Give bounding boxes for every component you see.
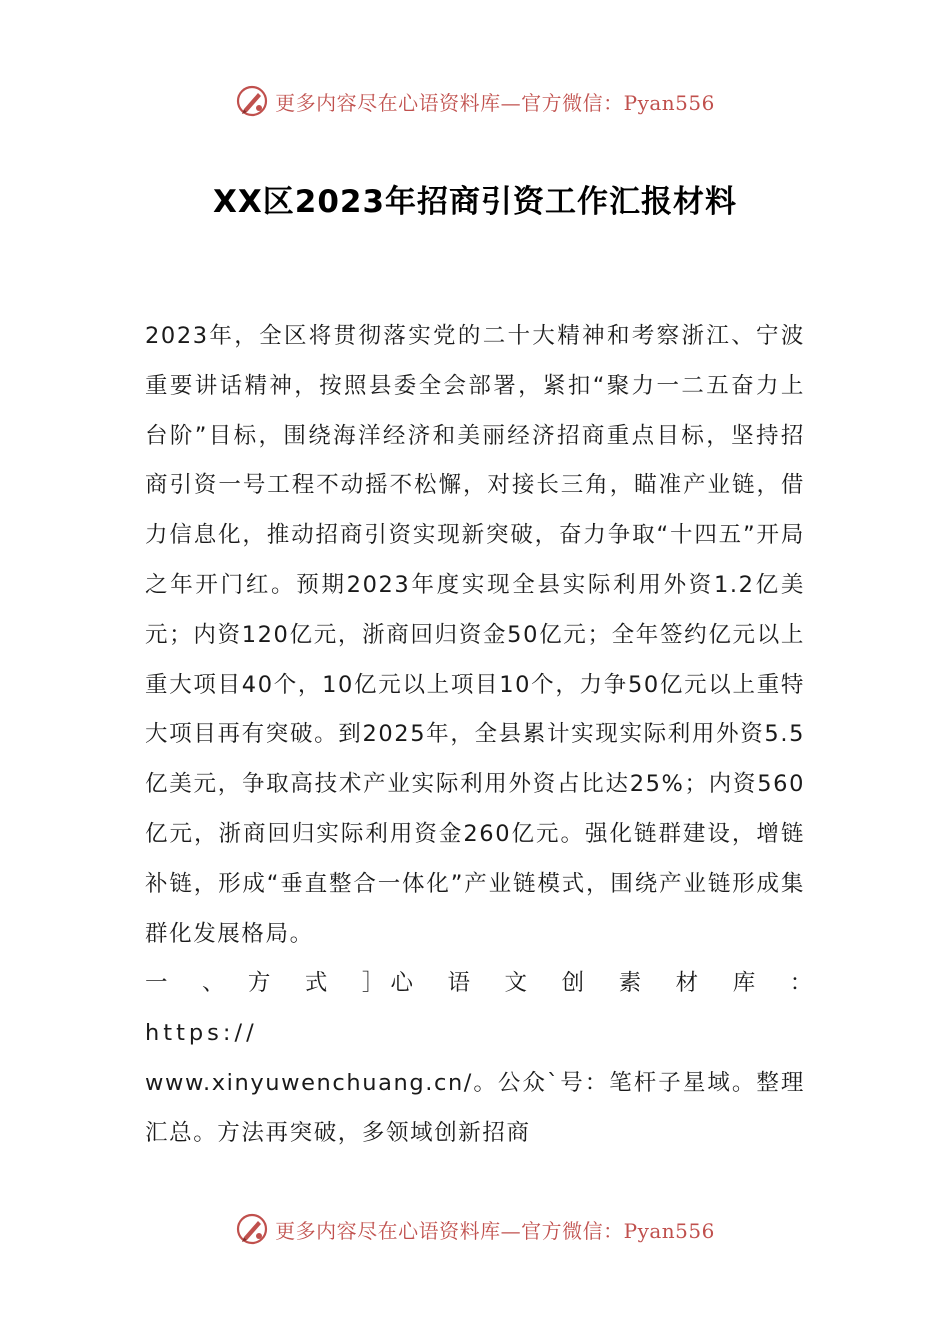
paragraph-intro: 2023年，全区将贯彻落实党的二十大精神和考察浙江、宁波重要讲话精神，按照县委全会部署，紧扣“聚力一二五奋力上台阶”目标，围绕海洋经济和美丽经济招商重点目标，坚持招商引资一号工程不动摇不松懈，对接长三角，瞄准产业链，借力信息化，推动招商引资实现新突破，奋力争取“十四五”开局之年开门红。预期2023年度实现全县实际利用外资1.2亿美元；内资120亿元，浙商回归资金50亿元；全年签约亿元以上重大项目40个，10亿元以上项目10个，力争50亿元以上重特大项目再有突破。到2025年，全县累计实现实际利用外资5.5亿美元，争取高技术产业实际利用外资占比达25%；内资560亿元，浙商回归实际利用资金260亿元。强化链群建设，增链补链，形成“垂直整合一体化”产业链模式，围绕产业链形成集群化发展格局。 [145, 323, 805, 947]
pen-seal-icon [235, 84, 269, 118]
paragraph-method-line1: 一 、 方 式 ］心 语 文 创 素 材 库 ： https:// [145, 970, 832, 1047]
footer-banner-text: 更多内容尽在心语资料库—官方微信：Pyan556 [275, 1218, 715, 1243]
pen-seal-icon [235, 1212, 269, 1246]
document-body [145, 312, 832, 1159]
document-title: XX区2023年招商引资工作汇报材料 [212, 184, 738, 220]
header-banner[interactable] [0, 84, 950, 118]
footer-banner[interactable] [0, 1212, 950, 1246]
header-banner-text: 更多内容尽在心语资料库—官方微信：Pyan556 [275, 90, 715, 115]
paragraph-method-rest: www.xinyuwenchuang.cn/。公众`号：笔杆子星域。整理汇总。方法再突破，多领域创新招商 [145, 1069, 805, 1146]
paragraph-method [145, 959, 832, 1158]
